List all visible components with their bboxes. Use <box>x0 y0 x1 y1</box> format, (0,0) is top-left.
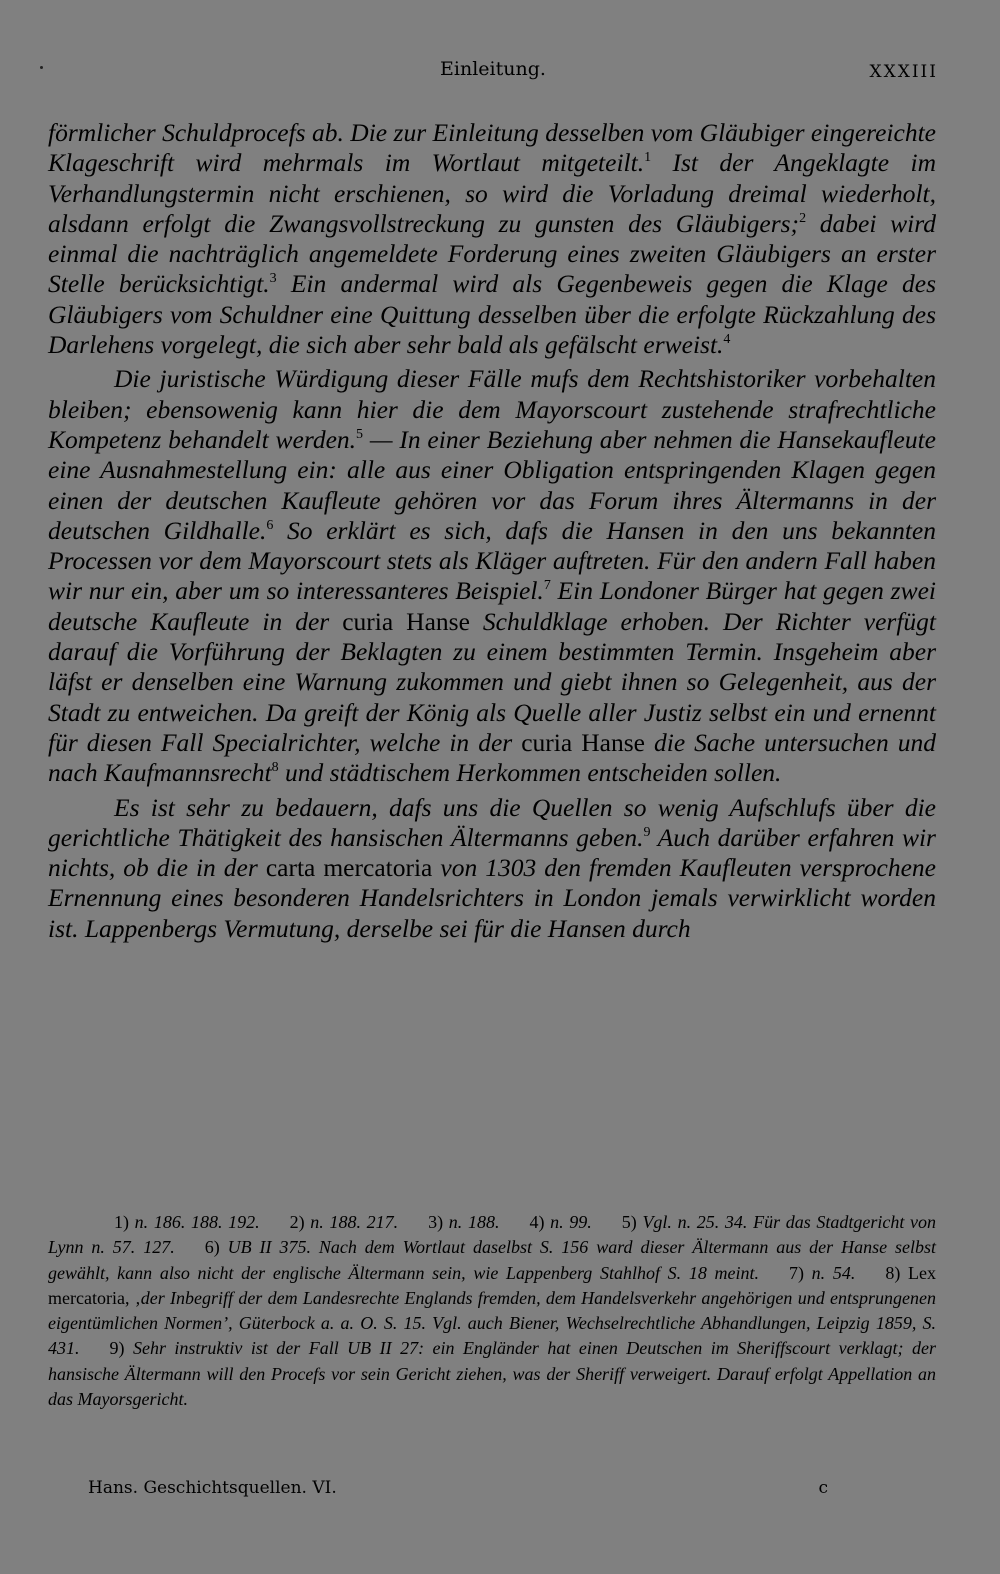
footnote-ref: 9 <box>643 824 651 840</box>
footnote <box>114 1212 260 1232</box>
footnote-number: 6) <box>204 1237 228 1258</box>
running-header <box>48 58 938 92</box>
footnote-ref: 4 <box>723 332 731 348</box>
running-title: Einleitung. <box>440 58 546 80</box>
text-run: So erklärt es sich, dafs die Hansen in den uns bekannten Processen vor dem Mayorscourt stets als Kläger auftreten. Für den andern Fall haben wir nur ein, aber um so interessanteres Beispiel. <box>48 515 936 606</box>
footnote-text: n. 186. 188. 192. <box>134 1212 260 1232</box>
text-run: von 1303 den fremden Kaufleuten versprochene Ernennung eines besonderen Handelsrichters in London jemals verwirklicht worden ist. Lappenbergs Vermutung, derselbe sei für die Hansen durch <box>48 853 936 943</box>
footnote <box>759 1263 855 1283</box>
footnote-number: 9) <box>109 1338 133 1359</box>
text-run: Ein andermal wird als Gegenbeweis gegen die Klage des Gläubigers vom Schuldner eine Quittung desselben über die erfolgte Rückzahlung des Darlehens vorgelegt, die sich aber sehr bald als gefälscht erweist. <box>48 269 936 360</box>
latin-term: curia Hanse <box>342 606 470 636</box>
footnote-number: 2) <box>289 1212 311 1232</box>
footnote-ref: 2 <box>799 210 807 226</box>
footnote <box>499 1212 591 1232</box>
footnote-ref: 8 <box>271 760 279 776</box>
paragraph <box>48 118 936 360</box>
latin-term: carta mercatoria <box>265 853 433 883</box>
footnote-text: Sehr instruktiv ist der Fall UB II 27: ein Engländer hat einen Deutschen im Sheriffscourt verklagt; der hansische Ältermann will den Procefs vor sein Gericht ziehen, was der Sheriff verweigert. Darauf erfolgt Appellation an das Mayorsgericht. <box>48 1338 936 1410</box>
text-run: und städtischem Herkommen entscheiden sollen. <box>278 758 782 788</box>
footnote-text: n. 54. <box>811 1262 856 1283</box>
footnote-number: 5) <box>621 1212 643 1232</box>
footnote-ref: 3 <box>269 271 277 287</box>
text-run: Auch darüber erfahren wir nichts, ob die in der <box>48 822 936 883</box>
footnote-number: 7) <box>789 1262 812 1283</box>
footnote <box>48 1338 936 1409</box>
text-run: — In einer Beziehung aber nehmen die Hansekaufleute eine Ausnahmestellung ein: alle aus einer Obligation entspringenden Klagen gegen einen der deutschen Kaufleute gehören vor das Forum ihres Ältermanns in der deutschen Gildhalle. <box>48 424 936 545</box>
footnote-latin: Lex mercatoria, <box>48 1262 936 1308</box>
text-run: Schuldklage erhoben. Der Richter verfügt darauf die Vorführung der Beklagten zu einem bestimmten Termin. Insgeheim aber läfst er denselben eine Warnung zukommen und giebt ihnen so Gelegenheit, aus der Stadt zu entweichen. Da greift der König als Quelle aller Justiz selbst ein und ernennt für diesen Fall Specialrichter, welche in der <box>48 606 936 757</box>
footnote-ref: 1 <box>644 150 652 166</box>
page-number: XXXIII <box>869 62 938 82</box>
paragraph <box>48 793 936 944</box>
footnote-number: 8) <box>885 1262 909 1283</box>
footnote-text: UB II 375. Nach dem Wortlaut daselbst S. 156 ward dieser Ältermann aus der Hanse selbst gewählt, kann also nicht der englische Ältermann sein, wie Lappenberg Stahlhof S. 18 meint. <box>48 1237 937 1283</box>
footnote <box>260 1212 398 1232</box>
text-run: die Sache untersuchen und nach Kaufmannsrecht <box>48 727 936 788</box>
latin-term: curia Hanse <box>521 727 645 757</box>
text-run: Ist der Angeklagte im Verhandlungstermin nicht erschienen, so wird die Vorladung dreimal wiederholt, alsdann erfolgt die Zwangsvollstreckung zu gunsten des Gläubigers; <box>48 148 936 238</box>
printing-speck <box>40 66 43 69</box>
footnote-text: ‚der Inbegriff der dem Landesrechte Englands fremden, dem Handelsverkehr angehörigen und entsprungenen eigentümlichen Normen’, Güterbock a. a. O. S. 15. Vgl. auch Biener, Wechselrechtliche Abhandlungen, Leipzig 1859, S. 431. <box>48 1287 936 1359</box>
footnote-number: 1) <box>114 1212 135 1232</box>
footnote-ref: 5 <box>356 426 364 442</box>
footnote-number: 4) <box>529 1212 551 1232</box>
footnotes <box>48 1210 936 1412</box>
footnote-text: n. 188. 217. <box>310 1212 399 1232</box>
footnote-block <box>48 1210 936 1412</box>
text-run: förmlicher Schuldprocefs ab. Die zur Einleitung desselben vom Gläubiger eingereichte Klageschrift wird mehrmals im Wortlaut mitgeteilt. <box>48 118 936 178</box>
text-run: Ein Londoner Bürger hat gegen zwei deutsche Kaufleute in der <box>48 576 936 636</box>
main-text <box>48 118 936 944</box>
footnote-text: n. 188. <box>448 1212 500 1232</box>
signature-line <box>88 1478 828 1498</box>
footnote-ref: 6 <box>266 517 274 533</box>
footnote-text: Vgl. n. 25. 34. Für das Stadtgericht von Lynn n. 57. 127. <box>48 1212 937 1258</box>
signature-mark: c <box>818 1478 828 1498</box>
paragraph <box>48 364 936 788</box>
footnote <box>398 1212 499 1232</box>
footnote-ref: 7 <box>543 578 551 594</box>
footnote-number: 3) <box>428 1212 449 1232</box>
text-run: dabei wird einmal die nachträglich angemeldete Forderung eines zweiten Gläubigers an erster Stelle berücksichtigt. <box>48 208 936 299</box>
text-run: Es ist sehr zu bedauern, dafs uns die Quellen so wenig Aufschlufs über die gerichtliche Thätigkeit des hansischen Ältermanns geben. <box>48 792 936 852</box>
footnote-text: n. 99. <box>550 1212 592 1232</box>
series-imprint: Hans. Geschichtsquellen. VI. <box>88 1478 337 1498</box>
text-run: Die juristische Würdigung dieser Fälle mufs dem Rechtshistoriker vorbehalten bleiben; ebensowenig kann hier die dem Mayorscourt zustehende strafrechtliche Kompetenz behandelt werden. <box>48 364 936 454</box>
